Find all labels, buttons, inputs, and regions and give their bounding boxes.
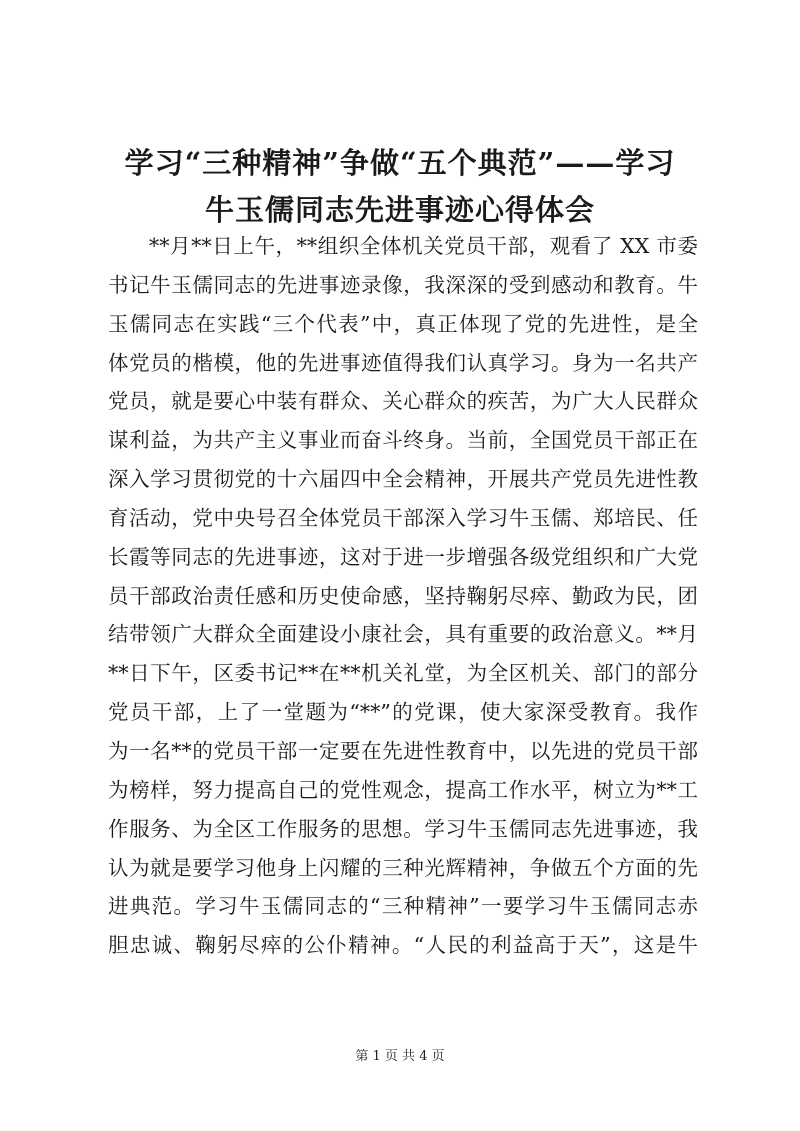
body-line: 谋利益，为共产主义事业而奋斗终身。当前，全国党员干部正在: [108, 428, 698, 453]
page-number: 第 1 页 共 4 页: [355, 1049, 445, 1064]
body-line: 长霞等同志的先进事迹，这对于进一步增强各级党组织和广大党: [108, 544, 698, 569]
body-line: **月**日上午，**组织全体机关党员干部，观看了 XX 市委: [149, 234, 698, 258]
body-line: 党员，就是要心中装有群众、关心群众的疾苦，为广大人民群众: [108, 389, 698, 414]
body-line: 为榜样，努力提高自己的党性观念，提高工作水平，树立为**工: [108, 777, 698, 802]
body-line: 书记牛玉儒同志的先进事迹录像，我深深的受到感动和教育。牛: [108, 272, 698, 297]
title-line-2: 牛玉儒同志先进事迹心得体会: [204, 193, 595, 227]
body-line: 结带领广大群众全面建设小康社会，具有重要的政治意义。**月: [108, 622, 698, 647]
body-line: 体党员的楷模，他的先进事迹值得我们认真学习。身为一名共产: [108, 350, 698, 375]
body-line: **日下午，区委书记**在**机关礼堂，为全区机关、部门的部分: [108, 661, 698, 686]
body-line: 胆忠诚、鞠躬尽瘁的公仆精神。“人民的利益高于天”，这是牛: [108, 933, 698, 958]
title-line-1: 学习“三种精神”争做“五个典范”——学习: [124, 146, 676, 180]
body-line: 作服务、为全区工作服务的思想。学习牛玉儒同志先进事迹，我: [108, 816, 698, 841]
body-line: 进典范。学习牛玉儒同志的“三种精神”一要学习牛玉儒同志赤: [108, 894, 698, 919]
body-line: 认为就是要学习他身上闪耀的三种光辉精神，争做五个方面的先: [108, 855, 698, 880]
body-line: 玉儒同志在实践“三个代表”中，真正体现了党的先进性，是全: [108, 311, 698, 336]
body-line: 育活动，党中央号召全体党员干部深入学习牛玉儒、郑培民、任: [108, 505, 698, 530]
body-line: 为一名**的党员干部一定要在先进性教育中，以先进的党员干部: [108, 738, 698, 763]
body-line: 党员干部，上了一堂题为“**”的党课，使大家深受教育。我作: [108, 700, 698, 725]
document-body: [108, 227, 698, 965]
body-line: 员干部政治责任感和历史使命感，坚持鞠躬尽瘁、勤政为民，团: [108, 583, 698, 608]
document-title: [0, 140, 800, 234]
body-line: 深入学习贯彻党的十六届四中全会精神，开展共产党员先进性教: [108, 467, 698, 492]
